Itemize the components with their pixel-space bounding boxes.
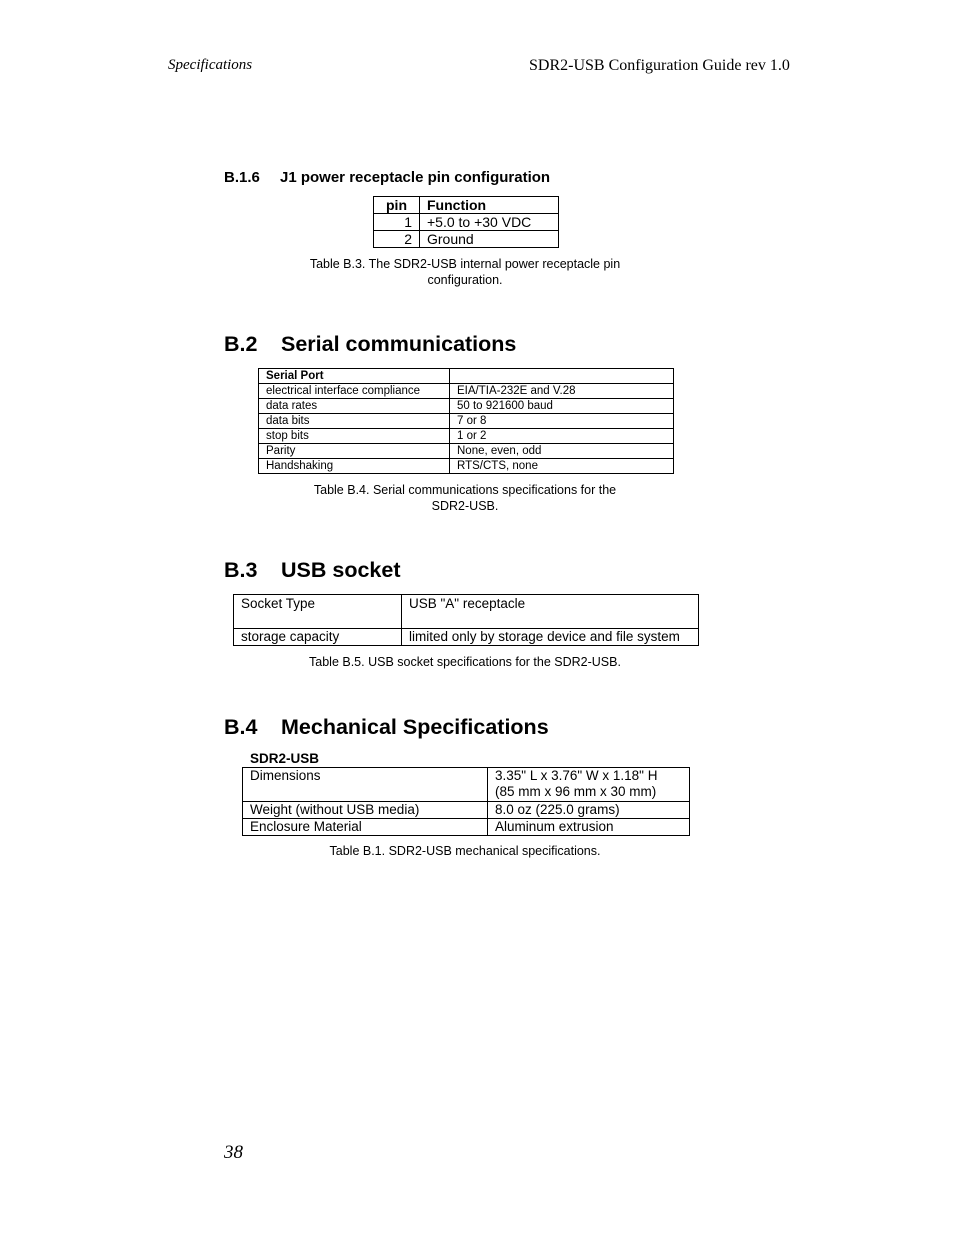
heading-title: Serial communications [281, 332, 517, 356]
table-row [259, 384, 674, 399]
table-row [259, 414, 674, 429]
table-row [234, 629, 699, 646]
table-cell [488, 768, 690, 802]
table-caption-b4 [265, 482, 665, 514]
table-cell: Weight (without USB media) [243, 802, 488, 819]
heading-b3 [224, 558, 401, 583]
running-header-title: SDR2-USB Configuration Guide rev 1.0 [529, 57, 790, 74]
table-row [374, 214, 559, 231]
cell-line: 3.35" L x 3.76" W x 1.18" H [495, 768, 658, 783]
header-cell: Serial Port [259, 369, 450, 384]
heading-title: Mechanical Specifications [281, 715, 549, 739]
heading-title: USB socket [281, 558, 401, 582]
mechanical-specs-table [242, 767, 690, 836]
table-cell: Dimensions [243, 768, 488, 802]
table-row [259, 429, 674, 444]
heading-number: B.3 [224, 558, 258, 582]
heading-number: B.4 [224, 715, 258, 739]
table-cell: data rates [259, 399, 450, 414]
table-caption-b1: Table B.1. SDR2-USB mechanical specifications. [329, 844, 601, 858]
table-cell: storage capacity [234, 629, 402, 646]
caption-line: SDR2-USB. [431, 499, 499, 513]
running-header-section: Specifications [168, 57, 253, 73]
table-cell: 50 to 921600 baud [450, 399, 674, 414]
table-cell: +5.0 to +30 VDC [420, 214, 559, 231]
header-cell: Function [420, 197, 559, 214]
table-cell: RTS/CTS, none [450, 459, 674, 474]
table-cell: Enclosure Material [243, 819, 488, 836]
table-header-row [259, 369, 674, 384]
usb-socket-table [233, 594, 699, 646]
table-row [259, 399, 674, 414]
heading-b2 [224, 332, 516, 357]
table-label: SDR2-USB [250, 751, 320, 766]
table-row [259, 444, 674, 459]
table-cell: data bits [259, 414, 450, 429]
table-cell: Aluminum extrusion [488, 819, 690, 836]
caption-line: Table B.4. Serial communications specifications for the [313, 483, 617, 497]
caption-line: Table B.3. The SDR2-USB internal power receptacle pin [309, 257, 621, 271]
table-cell: 1 [374, 214, 420, 231]
table-cell: 2 [374, 231, 420, 248]
table-cell: limited only by storage device and file system [402, 629, 699, 646]
table-cell: Ground [420, 231, 559, 248]
table-cell: stop bits [259, 429, 450, 444]
heading-number: B.1.6 [224, 169, 260, 186]
table-cell: EIA/TIA-232E and V.28 [450, 384, 674, 399]
table-cell: None, even, odd [450, 444, 674, 459]
table-cell: Socket Type [234, 595, 402, 629]
table-row [374, 231, 559, 248]
heading-b4 [224, 715, 549, 740]
page-number: 38 [224, 1142, 243, 1163]
heading-title: J1 power receptacle pin configuration [280, 169, 551, 186]
table-row [234, 595, 699, 629]
table-cell: Handshaking [259, 459, 450, 474]
header-cell-empty [450, 369, 674, 384]
table-row [243, 819, 690, 836]
heading-b16 [224, 169, 550, 186]
table-cell: 8.0 oz (225.0 grams) [488, 802, 690, 819]
table-caption-b3 [265, 256, 665, 288]
table-cell: 1 or 2 [450, 429, 674, 444]
table-row [243, 802, 690, 819]
table-caption-b5: Table B.5. USB socket specifications for the SDR2-USB. [309, 655, 621, 669]
table-cell: USB "A" receptacle [402, 595, 699, 629]
heading-number: B.2 [224, 332, 258, 356]
table-cell: 7 or 8 [450, 414, 674, 429]
header-cell: pin [374, 197, 420, 214]
table-row [243, 768, 690, 802]
table-header-row [374, 197, 559, 214]
table-cell: Parity [259, 444, 450, 459]
cell-line: (85 mm x 96 mm x 30 mm) [495, 784, 657, 799]
pin-config-table [373, 196, 559, 248]
caption-line: configuration. [427, 273, 503, 287]
table-row [259, 459, 674, 474]
table-cell: electrical interface compliance [259, 384, 450, 399]
serial-specs-table [258, 368, 674, 474]
